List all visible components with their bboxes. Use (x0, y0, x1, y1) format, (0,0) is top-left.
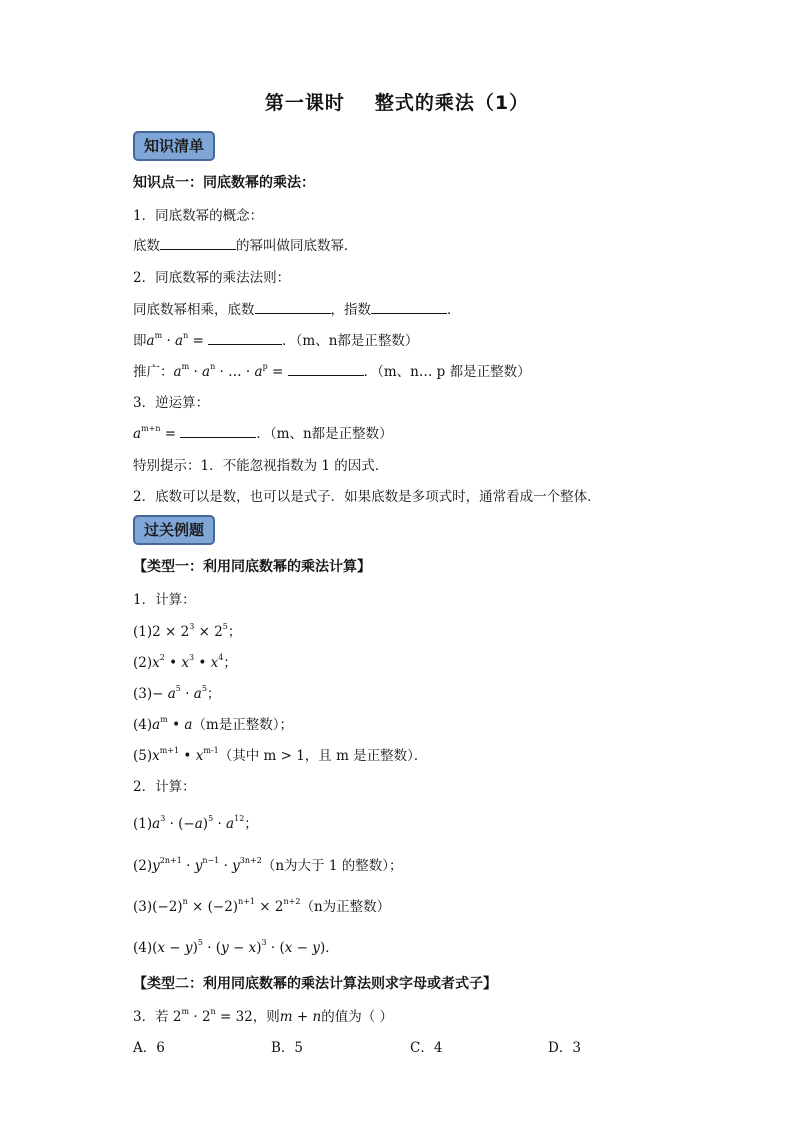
item-1-text (133, 234, 358, 254)
q3-expression: m + n (279, 1009, 322, 1025)
tip-1: 特别提示：1．不能忽视指数为 1 的因式． (133, 458, 389, 474)
q2-part-3: $(3)(-2)^n \times (-2)^{n+1} \times 2^{n+2}(n$为正整数） (133, 897, 391, 915)
generalize-prefix: 推广： (133, 364, 174, 380)
q3-text-a: 3．若 (133, 1009, 169, 1025)
option-c[interactable]: C．4 (410, 1040, 443, 1056)
q2-part-1: $(1)a^3 \cdot (-a)^5 \cdot a^{12}$； (133, 814, 258, 832)
q1-part-1: $(1)2 \times 2^3 \times 2^5$； (133, 622, 242, 640)
tip-2: 2．底数可以是数，也可以是式子．如果底数是多项式时，通常看成一个整体． (133, 489, 601, 505)
q1-part-3: $(3)- a^5 \cdot a^5$； (133, 684, 221, 702)
item-2-text-b: ，指数 (330, 302, 371, 318)
formula-am-an: $a^m \cdot a^n$ = (146, 331, 209, 349)
question-1: 1．计算： (133, 592, 196, 608)
q2-part-2: $(2)y^{2n+1} \cdot y^{n-1} \cdot y^{3n+2}(n$为大于 1 的整数）； (133, 856, 403, 874)
formula-inverse: $a^{m+n}$ = (133, 424, 181, 442)
item-2-text-c: ． (447, 302, 461, 318)
q3-text-b: ，则 (252, 1009, 280, 1025)
section-badge-knowledge: 知识清单 (133, 131, 215, 161)
title-part-1: 第一课时 (264, 92, 345, 114)
rule-formula (133, 329, 418, 349)
rule-note: ．（m、n都是正整数） (282, 333, 419, 349)
item-1-text-a: 底数 (133, 238, 160, 254)
generalize-note: ．（m、n… p 都是正整数） (363, 364, 531, 380)
q2-part-4: $(4)(x - y)^5 \cdot (y - x)^3 \cdot (x - y)$． (133, 938, 339, 956)
option-d[interactable]: D．3 (548, 1040, 581, 1056)
formula-generalized: $a^m \cdot a^n$ · … · $a^p$ = (173, 362, 288, 380)
option-b[interactable]: B．5 (271, 1040, 304, 1056)
rule-prefix: 即 (133, 333, 147, 349)
fill-blank (180, 425, 256, 438)
question-3 (133, 1005, 393, 1025)
page-title (0, 88, 794, 115)
q3-text-c: 的值为（ ） (321, 1009, 393, 1025)
q1-part-4: $(4)a^m$ • a（m是正整数）； (133, 715, 293, 733)
item-2-text-a: 同底数幂相乘，底数 (133, 302, 255, 318)
q1-part-4-note: （m是正整数）； (192, 717, 293, 733)
q3-equation: $2^m \cdot 2^n = 32$ (172, 1007, 253, 1025)
title-part-2: 整式的乘法（1） (374, 92, 530, 114)
type-2-heading: 【类型二：利用同底数幂的乘法计算法则求字母或者式子】 (133, 976, 497, 992)
knowledge-point-1-title: 知识点一：同底数幂的乘法： (133, 175, 315, 191)
q1-part-2: $(2)x^2$ • $x^3$ • $x^4$； (133, 653, 237, 671)
q2-part-2-note: （n为大于 1 的整数）； (261, 858, 403, 874)
inverse-formula (133, 422, 393, 442)
fill-blank (255, 301, 331, 314)
generalize-formula (133, 360, 531, 380)
fill-blank (371, 301, 447, 314)
option-a[interactable]: A．6 (133, 1040, 165, 1056)
type-1-heading: 【类型一：利用同底数幂的乘法计算】 (133, 559, 371, 575)
q1-part-5: $(5)x^{m+1}$ • $x^{m-1}$（其中 m > 1，且 m 是正整数）． (133, 746, 428, 764)
fill-blank (208, 332, 282, 345)
item-2-heading: 2．同底数幂的乘法法则： (133, 270, 291, 286)
item-2-text (133, 298, 461, 318)
fill-blank (160, 237, 236, 250)
item-1-heading: 1．同底数幂的概念： (133, 208, 264, 224)
fill-blank (288, 363, 364, 376)
question-2: 2．计算： (133, 779, 196, 795)
item-3-heading: 3．逆运算： (133, 395, 210, 411)
q1-part-5-note: （其中 m > 1，且 m 是正整数）． (218, 748, 428, 764)
inverse-note: ．（m、n都是正整数） (256, 426, 393, 442)
section-badge-examples: 过关例题 (133, 515, 215, 545)
q2-part-3-note: （n为正整数） (300, 899, 391, 915)
item-1-text-b: 的幂叫做同底数幂． (236, 238, 358, 254)
